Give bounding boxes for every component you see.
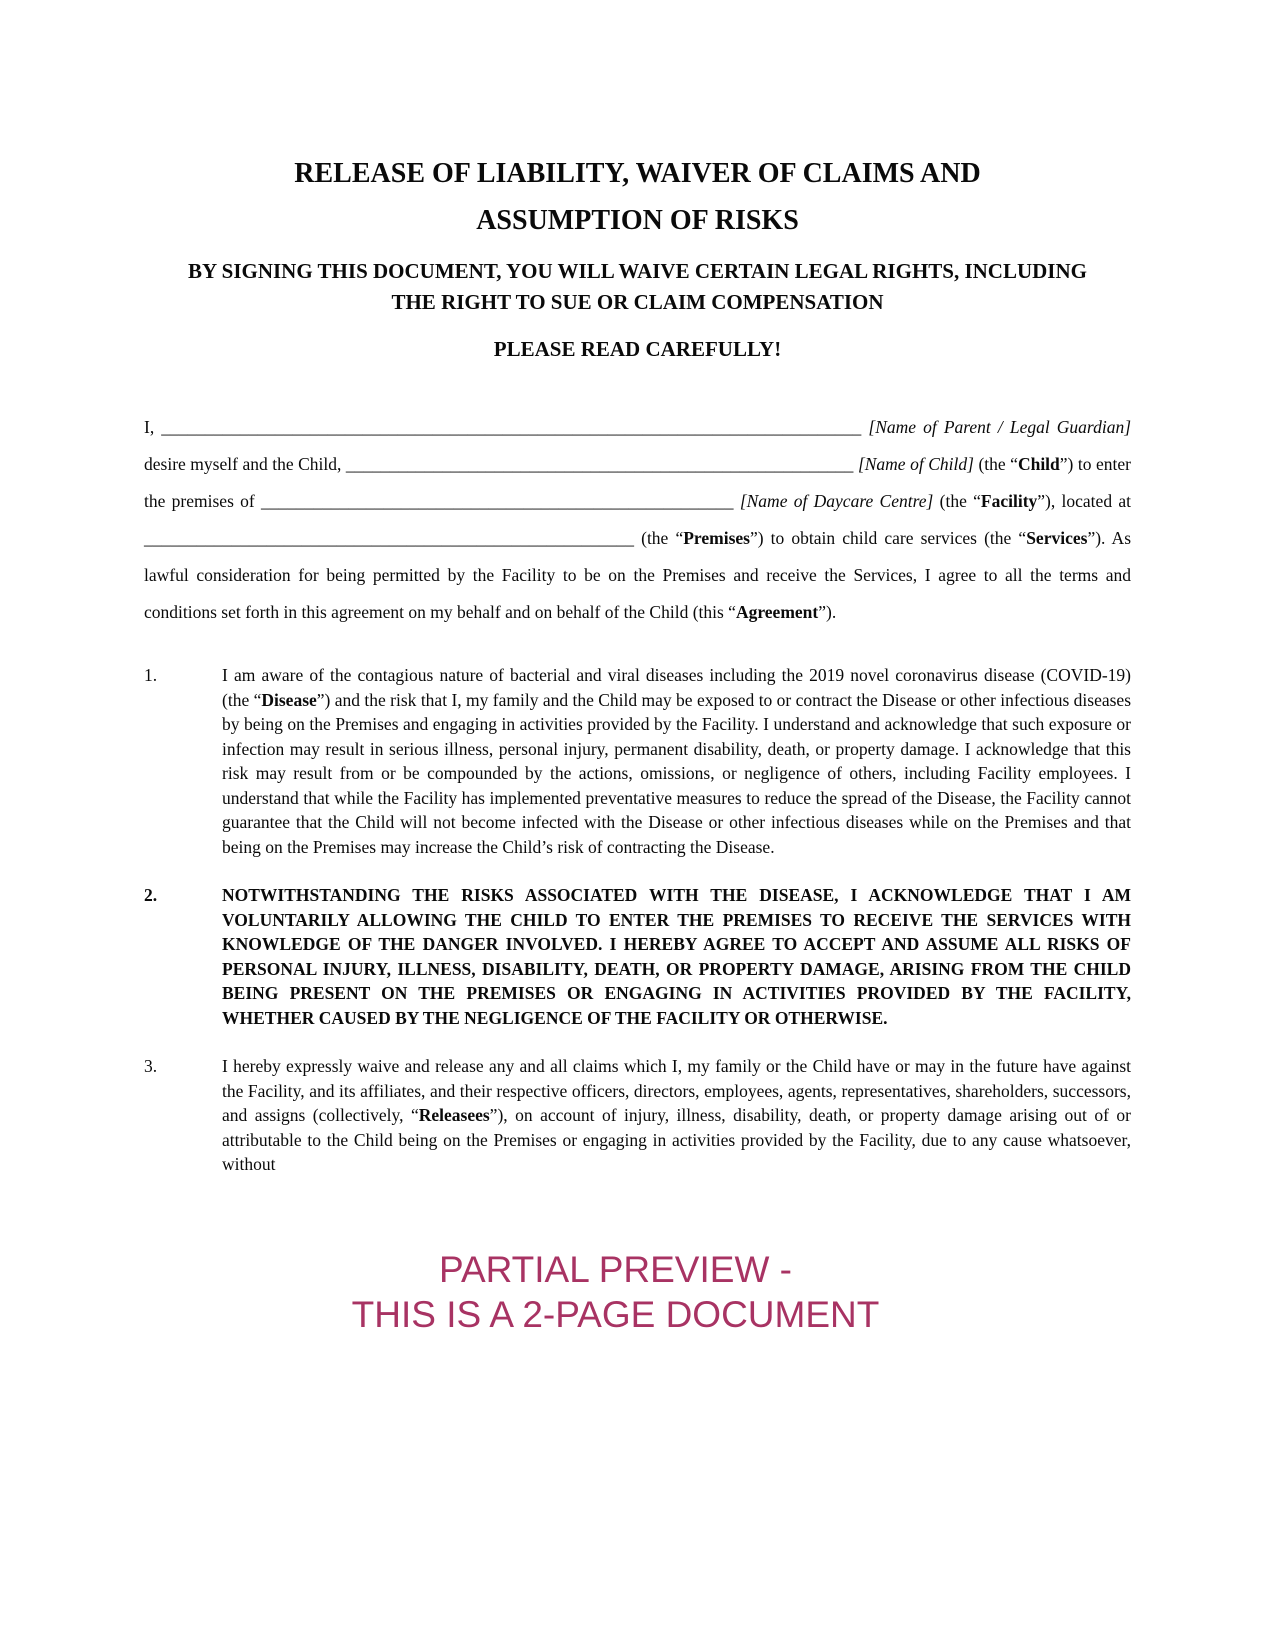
- clause-list: [144, 663, 1131, 1177]
- document-title: RELEASE OF LIABILITY, WAIVER OF CLAIMS AND ASSUMPTION OF RISKS: [294, 158, 981, 236]
- clause-text: [222, 883, 1131, 1030]
- text-run: ”) and the risk that I, my family and the Child may be exposed to or contract the Disease or other infectious diseases by being on the Premises and engaging in activities provided by the Facility. I understand and acknowledge that such exposure or infection may result in serious illness, personal injury, permanent disability, death, or property damage. I acknowledge that this risk may result from or be compounded by the actions, omissions, or negligence of others, including Facility employees. I understand that while the Facility has implemented preventative measures to reduce the spread of the Disease, the Facility cannot guarantee that the Child will not become infected with the Disease or other infectious diseases while on the Premises and that being on the Premises may increase the Child’s risk of contracting the Disease.: [222, 689, 1132, 857]
- text-run: [Name of Daycare Centre]: [739, 491, 934, 511]
- clause-item-3: [144, 1054, 1131, 1177]
- text-run: Premises: [683, 528, 750, 548]
- text-run: I,: [144, 417, 162, 437]
- read-carefully-notice: PLEASE READ CAREFULLY!: [493, 337, 782, 361]
- clause-number: 3.: [144, 1056, 158, 1076]
- text-run: Child: [1017, 454, 1060, 474]
- fill-in-blank: ________________________________________________________________________________: [161, 417, 862, 437]
- clause-number: 1.: [144, 665, 158, 685]
- text-run: ”), on account of injury, illness, disability, death, or property damage arising out of or attributable to the Child being on the Premises or engaging in activities provided by the Facility, due to any cause whatsoever, without: [222, 1105, 1131, 1174]
- text-run: [Name of Parent / Legal Guardian]: [868, 417, 1132, 437]
- preview-line-1: PARTIAL PREVIEW -: [439, 1248, 792, 1290]
- text-run: I am aware of the contagious nature of bacterial and viral diseases including the 2019 novel coronavirus disease (COVID-19) (the “: [222, 665, 1131, 710]
- text-run: Disease: [261, 689, 317, 710]
- text-run: ”). As lawful consideration for being permitted by the Facility to be on the Premises and receive the Services, I agree to all the terms and conditions set forth in this agreement on my behalf and on behalf of the Child (this “: [144, 528, 1132, 622]
- text-run: ”) to obtain child care services (the “: [749, 528, 1027, 548]
- intro-paragraph: [144, 409, 1131, 631]
- text-run: ”).: [818, 602, 837, 622]
- preview-line-2: THIS IS A 2-PAGE DOCUMENT: [351, 1293, 880, 1335]
- text-run: Agreement: [735, 602, 819, 622]
- text-run: ”) to enter the premises of: [144, 454, 1131, 511]
- text-run: NOTWITHSTANDING THE RISKS ASSOCIATED WITH THE DISEASE, I ACKNOWLEDGE THAT I AM VOLUNTARILY ALLOWING THE CHILD TO ENTER THE PREMISES TO RECEIVE THE SERVICES WITH KNOWLEDGE OF THE DANGER INVOLVED. I HEREBY AGREE TO ACCEPT AND ASSUME ALL RISKS OF PERSONAL INJURY, ILLNESS, DISABILITY, DEATH, OR PROPERTY DAMAGE, ARISING FROM THE CHILD BEING PRESENT ON THE PREMISES OR ENGAGING IN ACTIVITIES PROVIDED BY THE FACILITY, WHETHER CAUSED BY THE NEGLIGENCE OF THE FACILITY OR OTHERWISE.: [222, 885, 1131, 1028]
- text-run: Releasees: [418, 1105, 490, 1125]
- text-run: Services: [1026, 528, 1088, 548]
- text-run: I hereby expressly waive and release any and all claims which I, my family or the Child have or may in the future have against the Facility, and its affiliates, and their respective officers, directors, employees, agents, representatives, shareholders, successors, and assigns (collectively, “: [222, 1056, 1131, 1125]
- fill-in-blank: ______________________________________________________: [261, 491, 734, 511]
- text-run: (the “: [973, 454, 1018, 474]
- text-run: (the “: [634, 528, 684, 548]
- partial-preview-notice: [122, 1247, 1109, 1337]
- fill-in-blank: __________________________________________________________: [345, 454, 854, 474]
- clause-text: [222, 663, 1131, 859]
- text-run: ”), located at: [1037, 491, 1131, 511]
- text-run: (the “: [933, 491, 981, 511]
- clause-text: [222, 1054, 1131, 1177]
- clause-item-2: [144, 883, 1131, 1030]
- text-run: desire myself and the Child,: [144, 454, 346, 474]
- text-run: [Name of Child]: [857, 454, 974, 474]
- fill-in-blank: ________________________________________________________: [144, 528, 634, 548]
- clause-number: 2.: [144, 885, 158, 905]
- waiver-warning-subtitle: BY SIGNING THIS DOCUMENT, YOU WILL WAIVE CERTAIN LEGAL RIGHTS, INCLUDING THE RIGHT TO SUE OR CLAIM COMPENSATION: [188, 259, 1087, 314]
- text-run: Facility: [980, 491, 1038, 511]
- clause-item-1: [144, 663, 1131, 859]
